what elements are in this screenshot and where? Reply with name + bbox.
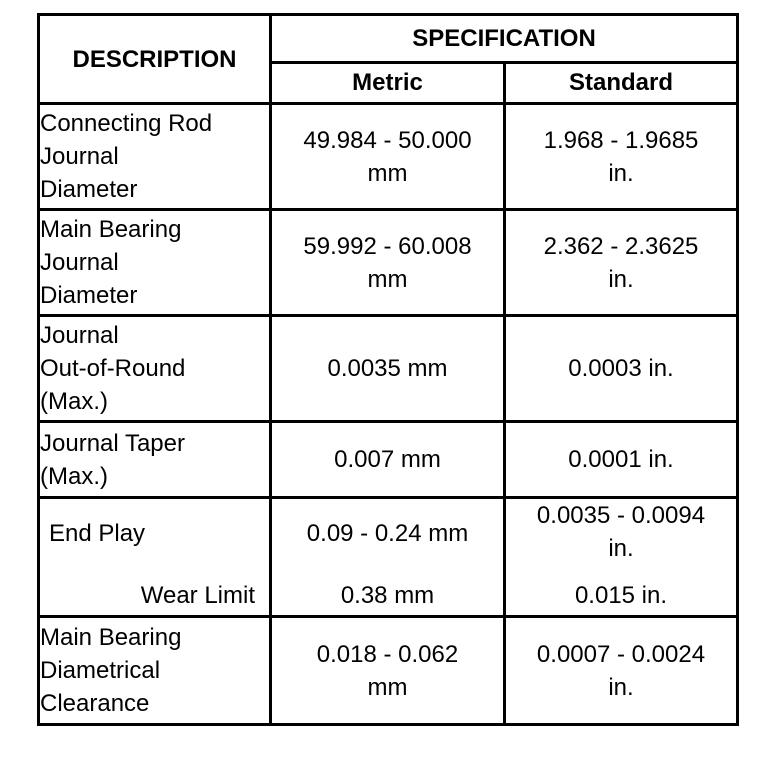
row-standard-value: 0.0001 in. [505,422,738,498]
wear-limit-label: Wear Limit [140,582,255,609]
row-standard-value: 0.0035 - 0.0094 in. 0.015 in. [505,498,738,617]
table-row [39,617,738,725]
wear-limit-metric: 0.38 mm [340,582,435,609]
row-standard-value: 0.0007 - 0.0024 in. [505,617,738,725]
row-metric-value: 0.007 mm [271,422,505,498]
header-description: DESCRIPTION [39,15,271,104]
table-row [39,210,738,316]
table-row [39,104,738,210]
row-description: End Play Wear Limit [39,498,271,617]
header-standard: Standard [505,62,738,103]
row-metric-value: 0.018 - 0.062 mm [271,617,505,725]
row-metric-value: 49.984 - 50.000 mm [271,104,505,210]
row-standard-value: 1.968 - 1.9685 in. [505,104,738,210]
table-row [39,316,738,422]
row-description: Main Bearing Diametrical Clearance [39,617,271,725]
specification-table [37,13,739,726]
table-row [39,498,738,617]
row-description: Journal Taper (Max.) [39,422,271,498]
row-standard-value: 0.0003 in. [505,316,738,422]
row-description: Connecting Rod Journal Diameter [39,104,271,210]
table-row [39,422,738,498]
row-metric-value: 0.09 - 0.24 mm 0.38 mm [271,498,505,617]
wear-limit-standard: 0.015 in. [574,582,668,609]
header-metric: Metric [271,62,505,103]
row-description: Main Bearing Journal Diameter [39,210,271,316]
row-description: Journal Out-of-Round (Max.) [39,316,271,422]
header-specification: SPECIFICATION [271,15,738,63]
row-metric-value: 59.992 - 60.008 mm [271,210,505,316]
row-standard-value: 2.362 - 2.3625 in. [505,210,738,316]
row-metric-value: 0.0035 mm [271,316,505,422]
